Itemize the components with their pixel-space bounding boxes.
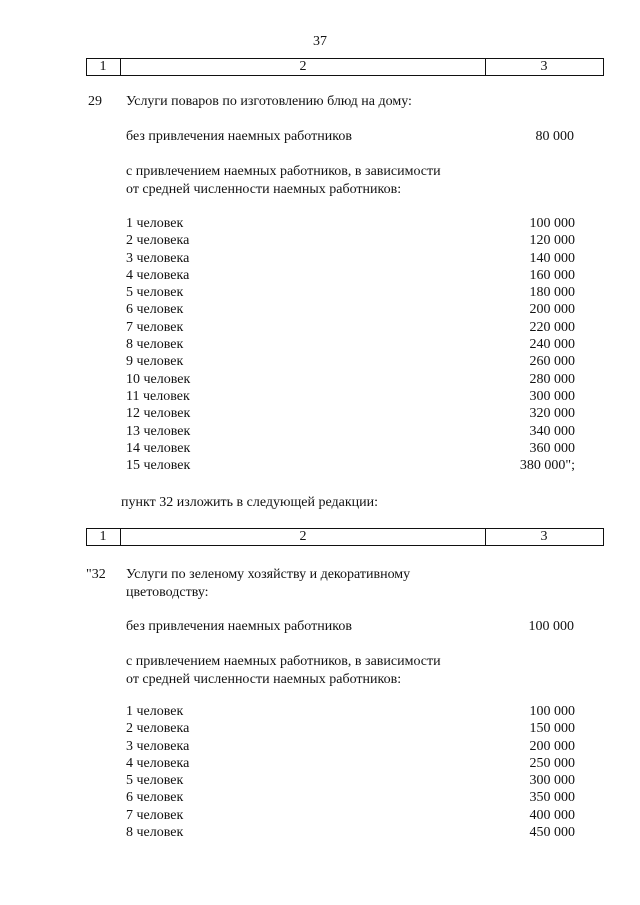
section32-row-value: 200 000 (529, 738, 575, 754)
section29-with-workers-line1: с привлечением наемных работников, в зависимости (126, 164, 441, 179)
section32-row (126, 824, 575, 841)
section29-row-label: 2 человека (126, 233, 190, 249)
section32-title-line1: Услуги по зеленому хозяйству и декоративному (126, 567, 411, 582)
section32-no-workers-value: 100 000 (528, 619, 574, 634)
section29-row-label: 12 человек (126, 406, 191, 422)
section29-row-value: 140 000 (529, 250, 575, 266)
section29-row (126, 284, 575, 301)
section29-row-value: 200 000 (529, 302, 575, 318)
header-col-1: 1 (99, 59, 107, 74)
section32-row (126, 720, 575, 737)
section29-number: 29 (88, 94, 102, 109)
section29-row (126, 301, 575, 318)
section29-row-value: 360 000 (529, 440, 575, 456)
section29-title: Услуги поваров по изготовлению блюд на дому: (126, 94, 412, 109)
section32-row (126, 807, 575, 824)
section29-row-label: 4 человека (126, 267, 190, 283)
section29-row-label: 5 человек (126, 285, 184, 301)
section29-row-value: 300 000 (529, 388, 575, 404)
section32-rate-list (126, 703, 575, 841)
section29-row-label: 14 человек (126, 440, 191, 456)
section29-row (126, 457, 575, 474)
section32-row-value: 250 000 (529, 755, 575, 771)
table-header-2 (86, 528, 604, 546)
section29-row (126, 267, 575, 284)
section29-row (126, 440, 575, 457)
section32-row-label: 6 человек (126, 790, 184, 806)
section29-row (126, 250, 575, 267)
section32-title-line2: цветоводству: (126, 585, 209, 600)
section32-row-label: 7 человек (126, 807, 184, 823)
section29-no-workers-value: 80 000 (535, 129, 574, 144)
header-col-3: 3 (540, 59, 548, 74)
section29-rate-list (126, 215, 575, 474)
section29-row-value: 280 000 (529, 371, 575, 387)
section29-no-workers-label: без привлечения наемных работников (126, 129, 352, 144)
section32-row-value: 100 000 (529, 704, 575, 719)
section29-row-label: 3 человека (126, 250, 190, 266)
section32-row-label: 3 человека (126, 738, 190, 754)
section32-row (126, 738, 575, 755)
section29-row-value: 340 000 (529, 423, 575, 439)
section29-row (126, 423, 575, 440)
section32-row-label: 5 человек (126, 773, 184, 789)
section29-row-value: 260 000 (529, 354, 575, 370)
section32-row (126, 755, 575, 772)
section29-row-value: 160 000 (529, 267, 575, 283)
instruction-text: пункт 32 изложить в следующей редакции: (121, 495, 378, 510)
header2-col-2: 2 (120, 529, 486, 545)
section29-row (126, 336, 575, 353)
section29-row-value: 380 000"; (519, 458, 575, 474)
section29-row (126, 371, 575, 388)
section29-row (126, 405, 575, 422)
section32-row-value: 350 000 (529, 790, 575, 806)
section29-row-label: 11 человек (126, 388, 190, 404)
header2-col-3: 3 (540, 529, 548, 544)
section32-row (126, 703, 575, 720)
header-col-2: 2 (120, 59, 486, 75)
section32-row-label: 8 человек (126, 825, 184, 841)
section32-row-value: 150 000 (529, 721, 575, 737)
section29-row-value: 320 000 (529, 406, 575, 422)
section32-with-workers-line1: с привлечением наемных работников, в зависимости (126, 654, 441, 669)
section29-row (126, 353, 575, 370)
section29-row-value: 220 000 (529, 319, 575, 335)
section29-row-value: 240 000 (529, 337, 575, 353)
section29-row (126, 232, 575, 249)
section29-row-label: 6 человек (126, 302, 184, 318)
section29-row-value: 180 000 (529, 285, 575, 301)
section29-row-label: 10 человек (126, 371, 191, 387)
section32-row-value: 300 000 (529, 773, 575, 789)
section29-row (126, 215, 575, 232)
section32-with-workers-line2: от средней численности наемных работников: (126, 672, 402, 687)
section32-row (126, 772, 575, 789)
section29-row-label: 1 человек (126, 216, 184, 231)
page-number: 37 (313, 34, 327, 49)
header2-col-1: 1 (99, 529, 107, 544)
section32-row-label: 4 человека (126, 755, 190, 771)
section32-row-value: 450 000 (529, 825, 575, 841)
section29-row-value: 100 000 (529, 216, 575, 231)
section32-row (126, 789, 575, 806)
section29-row-value: 120 000 (529, 233, 575, 249)
section29-row-label: 15 человек (126, 458, 191, 474)
section29-row (126, 319, 575, 336)
section32-row-value: 400 000 (529, 807, 575, 823)
section29-row-label: 13 человек (126, 423, 191, 439)
table-header (86, 58, 604, 76)
section29-row-label: 7 человек (126, 319, 184, 335)
section29-row-label: 9 человек (126, 354, 184, 370)
section32-number: "32 (86, 567, 106, 582)
section29-with-workers-line2: от средней численности наемных работников: (126, 182, 402, 197)
section32-no-workers-label: без привлечения наемных работников (126, 619, 352, 634)
section32-row-label: 1 человек (126, 704, 184, 719)
section29-row-label: 8 человек (126, 337, 184, 353)
section29-row (126, 388, 575, 405)
section32-row-label: 2 человека (126, 721, 190, 737)
